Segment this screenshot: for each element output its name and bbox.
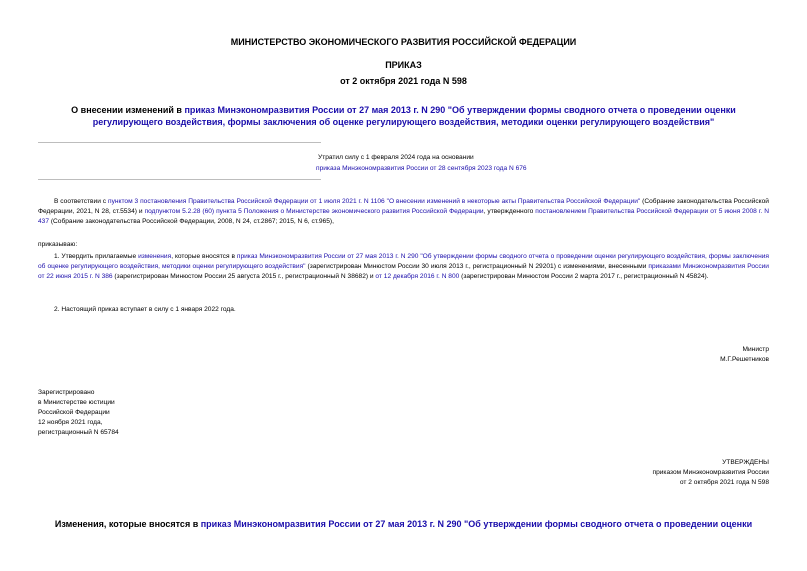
divider-top bbox=[38, 142, 321, 143]
order-item-1 bbox=[38, 252, 769, 282]
preamble-link-3[interactable]: постановлением Правительства Российской Федерации от 5 июня 2008 г. N 437 bbox=[38, 208, 769, 225]
preamble-link-1[interactable]: пунктом 3 постановления Правительства Российской Федерации от 1 июля 2021 г. N 1106 "О внесении изменений в некоторые акты Правительства Российской Федерации" bbox=[108, 198, 641, 205]
preamble-text-1: В соответствии с bbox=[54, 198, 108, 205]
changes-title bbox=[0, 519, 807, 529]
registration-block bbox=[38, 388, 119, 438]
preamble-link-2[interactable]: подпунктом 5.2.28 (60) пункта 5 Положения о Министерстве экономического развития Российской Федерации bbox=[144, 208, 484, 215]
item1-link-order-386[interactable]: приказами Минэкономразвития России от 22 июня 2015 г. N 386 bbox=[38, 263, 769, 280]
registration-line: 12 ноября 2021 года, bbox=[38, 419, 103, 426]
item1-text-3: (зарегистрирован Минюстом России 30 июля 2013 г., регистрационный N 29201) с изменениями, внесенными bbox=[305, 263, 649, 270]
approved-block bbox=[653, 458, 770, 488]
order-word: приказываю: bbox=[38, 241, 78, 248]
item1-text-1: 1. Утвердить прилагаемые bbox=[54, 253, 139, 260]
document-title bbox=[38, 104, 769, 128]
status-link[interactable]: приказа Минэкономразвития России от 28 сентября 2023 года N 676 bbox=[316, 165, 527, 172]
changes-title-link[interactable]: приказ Минэкономразвития России от 27 мая 2013 г. N 290 "Об утверждении формы сводного отчета о проведении оценки bbox=[200, 519, 753, 529]
registration-line: в Министерстве юстиции bbox=[38, 399, 115, 406]
changes-title-prefix: Изменения, которые вносятся в bbox=[54, 519, 201, 529]
signature-position: Министр bbox=[742, 346, 769, 353]
approved-line: УТВЕРЖДЕНЫ bbox=[722, 459, 769, 466]
preamble-text-2: (Собрание законодательства Российской Федерации, 2021, N 28, ст.5534) и bbox=[38, 198, 769, 215]
item1-link-order-800[interactable]: от 12 декабря 2016 г. N 800 bbox=[375, 273, 460, 280]
divider-bottom bbox=[38, 179, 321, 180]
item1-text-4: (зарегистрирован Минюстом России 25 августа 2015 г., регистрационный N 38682) и bbox=[112, 273, 376, 280]
status-line: Утратил силу с 1 февраля 2024 года на основании bbox=[318, 154, 474, 161]
order-item-2: 2. Настоящий приказ вступает в силу с 1 января 2022 года. bbox=[54, 306, 236, 313]
signature-name: М.Г.Решетников bbox=[720, 356, 769, 363]
item1-link-changes[interactable]: изменения bbox=[138, 253, 172, 260]
approved-line: от 2 октября 2021 года N 598 bbox=[679, 479, 769, 486]
preamble-text-4: (Собрание законодательства Российской Федерации, 2008, N 24, ст.2867; 2015, N 6, ст.965), bbox=[49, 218, 334, 225]
doc-type-heading: ПРИКАЗ bbox=[385, 60, 422, 70]
item1-text-5: (зарегистрирован Минюстом России 2 марта 2017 г., регистрационный N 45824). bbox=[459, 273, 709, 280]
doc-date-number: от 2 октября 2021 года N 598 bbox=[340, 76, 467, 86]
preamble-paragraph bbox=[38, 197, 769, 227]
approved-line: приказом Минэкономразвития России bbox=[652, 469, 769, 476]
ministry-heading: МИНИСТЕРСТВО ЭКОНОМИЧЕСКОГО РАЗВИТИЯ РОССИЙСКОЙ ФЕДЕРАЦИИ bbox=[230, 37, 577, 47]
title-prefix: О внесении изменений в bbox=[71, 105, 185, 115]
title-link[interactable]: приказ Минэкономразвития России от 27 мая 2013 г. N 290 "Об утверждении формы сводного отчета о проведении оценки регулирующего воздействия, формы заключения об оценке регулирующего воздействия, методики оценки регулирующего воздействия" bbox=[92, 105, 736, 127]
preamble-text-3: , утвержденного bbox=[483, 208, 536, 215]
registration-line: Зарегистрировано bbox=[38, 389, 95, 396]
item1-text-2: , которые вносятся в bbox=[171, 253, 237, 260]
item1-link-order-290[interactable]: приказ Минэкономразвития России от 27 мая 2013 г. N 290 "Об утверждении формы сводного отчета о проведении оценки регулирующего воздействия, формы заключения об оценке регулирующего воздействия, методики оценки регулирующего воздействия" bbox=[38, 253, 769, 270]
registration-line: Российской Федерации bbox=[38, 409, 110, 416]
registration-line: регистрационный N 65784 bbox=[38, 429, 119, 436]
